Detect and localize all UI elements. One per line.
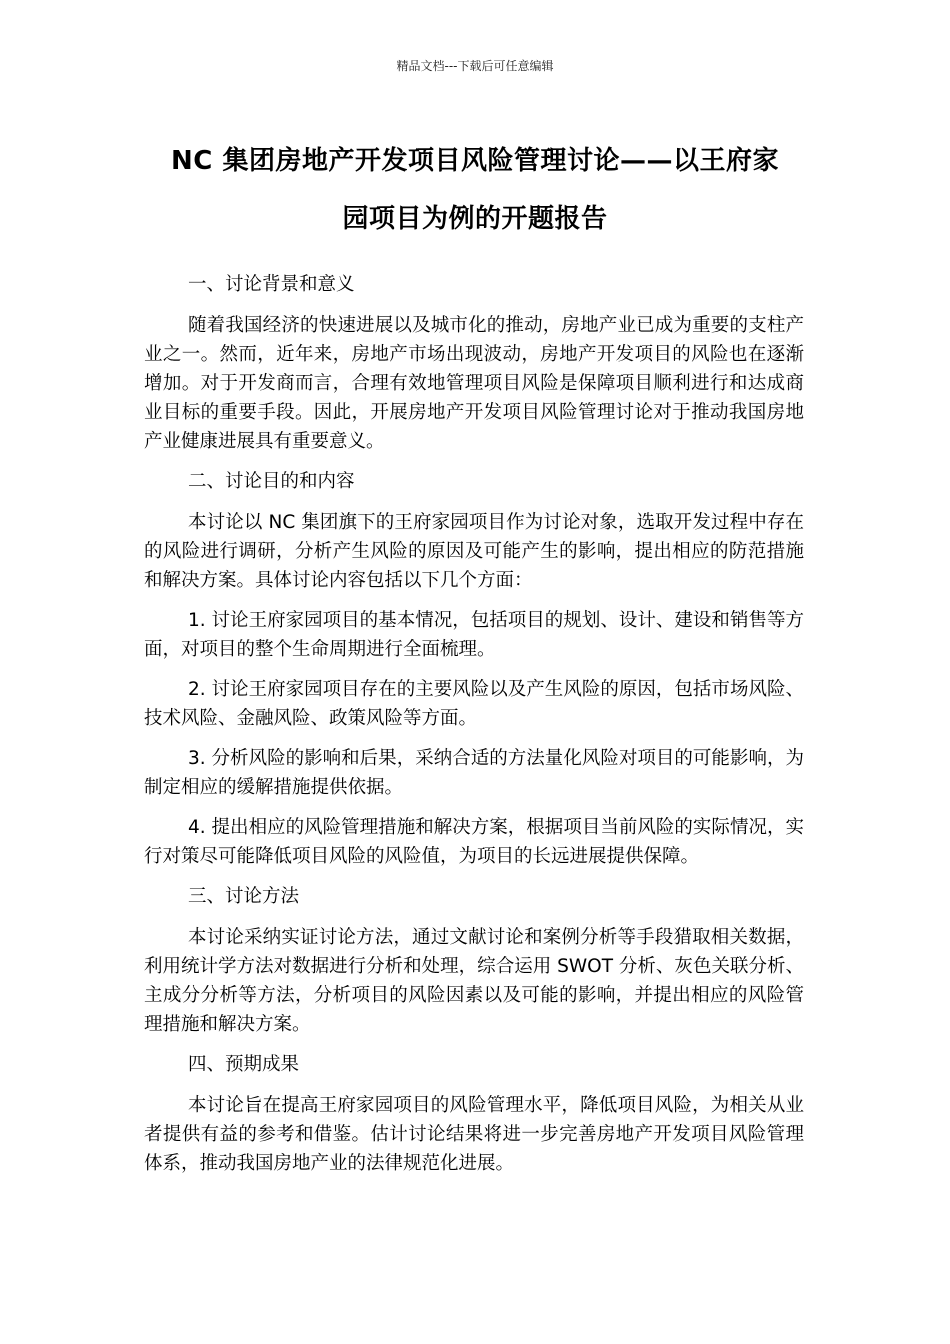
paragraph-method: 本讨论采纳实证讨论方法，通过文献讨论和案例分析等手段猎取相关数据，利用统计学方法对数据进行分析和处理，综合运用 SWOT 分析、灰色关联分析、主成分分析等方法，分析项目的风险因素以及可能的影响，并提出相应的风险管理措施和解决方案。 [144, 927, 804, 1035]
section-heading-purpose: 二、讨论目的和内容 [188, 471, 355, 492]
list-item: 2. 讨论王府家园项目存在的主要风险以及产生风险的原因，包括市场风险、技术风险、金融风险、政策风险等方面。 [144, 679, 804, 729]
title-line-2: 园项目为例的开题报告 [342, 204, 608, 234]
section-heading-outcomes: 四、预期成果 [188, 1054, 300, 1075]
list-item: 4. 提出相应的风险管理措施和解决方案，根据项目当前风险的实际情况，实行对策尽可能降低项目风险的风险值，为项目的长远进展提供保障。 [144, 817, 804, 867]
section-heading-method: 三、讨论方法 [188, 886, 300, 907]
section-heading-background: 一、讨论背景和意义 [188, 274, 355, 295]
paragraph-background: 随着我国经济的快速进展以及城市化的推动，房地产业已成为重要的支柱产业之一。然而，近年来，房地产市场出现波动，房地产开发项目的风险也在逐渐增加。对于开发商而言，合理有效地管理项目风险是保障项目顺利进行和达成商业目标的重要手段。因此，开展房地产开发项目风险管理讨论对于推动我国房地产业健康进展具有重要意义。 [144, 315, 804, 452]
document-title [120, 132, 830, 248]
list-item: 1. 讨论王府家园项目的基本情况，包括项目的规划、设计、建设和销售等方面，对项目的整个生命周期进行全面梳理。 [144, 610, 804, 660]
document-body [144, 270, 804, 1189]
list-item: 3. 分析风险的影响和后果，采纳合适的方法量化风险对项目的可能影响，为制定相应的缓解措施提供依据。 [144, 748, 804, 798]
paragraph-outcomes: 本讨论旨在提高王府家园项目的风险管理水平，降低项目风险，为相关从业者提供有益的参考和借鉴。估计讨论结果将进一步完善房地产开发项目风险管理体系，推动我国房地产业的法律规范化进展。 [144, 1095, 804, 1174]
paragraph-purpose: 本讨论以 NC 集团旗下的王府家园项目作为讨论对象，选取开发过程中存在的风险进行调研，分析产生风险的原因及可能产生的影响，提出相应的防范措施和解决方案。具体讨论内容包括以下几个方面： [144, 512, 804, 591]
title-line-1: NC 集团房地产开发项目风险管理讨论——以王府家 [171, 146, 779, 176]
header-note: 精品文档---下载后可任意编辑 [396, 59, 554, 73]
